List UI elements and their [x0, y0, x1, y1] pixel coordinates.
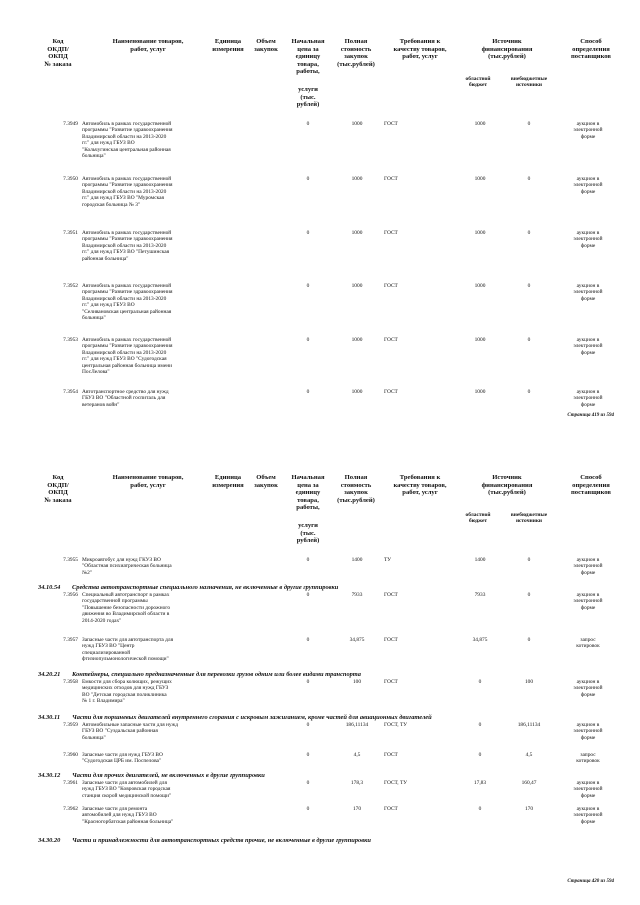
- procurement-method: аукцион в электронной форме: [573, 230, 603, 249]
- item-description: Автомобиль в рамках государственной программы "Развитие здравоохранения Владимирской области на 2013-2020 гг." для нужд ГБУЗ ВО "Селивановская центральная районная больница": [82, 283, 173, 322]
- quality-requirements: ГОСТ: [384, 389, 398, 395]
- regional-budget: 0: [478, 679, 482, 685]
- unit-price: 0: [306, 176, 310, 182]
- group-heading: [38, 772, 265, 779]
- header-price-units: услуги (тыс. рублей): [296, 86, 320, 109]
- quality-requirements: ГОСТ: [384, 121, 398, 127]
- extra-budget: 0: [527, 121, 531, 127]
- group-heading: [38, 714, 432, 721]
- header-extra: внебюджетные источники: [510, 76, 548, 89]
- group-code: 34.30.11: [38, 714, 61, 721]
- total-cost: 1000: [351, 121, 363, 127]
- total-cost: 170: [352, 806, 362, 812]
- item-description: Запасные части для автотранспорта для нужд ГБУЗ ВО "Центр специализированной фтизиопульмонологической помощи": [82, 637, 174, 663]
- header-volume: Объем закупок: [254, 38, 278, 53]
- header-source: Источник финансирования (тыс.рублей): [481, 474, 533, 497]
- procurement-method: аукцион в электронной форме: [573, 592, 603, 611]
- procurement-method: аукцион в электронной форме: [573, 557, 603, 576]
- extra-budget: 0: [527, 230, 531, 236]
- total-cost: 178,3: [350, 780, 364, 786]
- regional-budget: 1000: [474, 337, 486, 343]
- procurement-method: запрос котировок: [576, 637, 600, 650]
- extra-budget: 0: [527, 557, 531, 563]
- header-total: Полная стоимость закупок (тыс.рублей): [337, 474, 375, 504]
- header-total: Полная стоимость закупок (тыс.рублей): [337, 38, 375, 68]
- group-title: Контейнеры, специально предназначенные для перевозки грузов одним или более видами транспорта: [72, 671, 361, 678]
- group-heading: [38, 584, 338, 591]
- total-cost: 1000: [351, 283, 363, 289]
- unit-price: 0: [306, 722, 310, 728]
- quality-requirements: ГОСТ: [384, 637, 398, 643]
- header-source: Источник финансирования (тыс.рублей): [481, 38, 533, 61]
- unit-price: 0: [306, 637, 310, 643]
- procurement-method: аукцион в электронной форме: [573, 176, 603, 195]
- total-cost: 7933: [351, 592, 363, 598]
- quality-requirements: ГОСТ, ТУ: [384, 722, 408, 728]
- extra-budget: 4,5: [525, 752, 533, 758]
- unit-price: 0: [306, 283, 310, 289]
- quality-requirements: ГОСТ: [384, 230, 398, 236]
- extra-budget: 0: [527, 637, 531, 643]
- total-cost: 100: [352, 679, 362, 685]
- unit-price: 0: [306, 121, 310, 127]
- header-name: Наименование товаров, работ, услуг: [112, 474, 184, 489]
- unit-price: 0: [306, 557, 310, 563]
- total-cost: 4,5: [353, 752, 361, 758]
- group-code: 34.10.54: [38, 584, 61, 591]
- order-code: 7.3957: [63, 637, 78, 643]
- total-cost: 186,11134: [345, 722, 369, 728]
- group-code: 34.30.12: [38, 772, 61, 779]
- extra-budget: 0: [527, 389, 531, 395]
- header-regional: областной бюджет: [465, 512, 491, 525]
- extra-budget: 186,11134: [517, 722, 541, 728]
- item-description: Автомобиль в рамках государственной программы "Развитие здравоохранения Владимирской области на 2013-2020 гг." для нужд ГБУЗ ВО "Кольчугинская центральная районная больница": [82, 121, 173, 160]
- regional-budget: 17,83: [473, 780, 487, 786]
- total-cost: 1000: [351, 176, 363, 182]
- item-description: Микроавтобус для нужд ГКУЗ ВО "Областная психиатрическая больница №2": [82, 557, 172, 576]
- item-description: Специальный автотранспорт в рамках государственной программы "Повышение безопасности дорожного движения во Владимирской области в 2014-2020 годах": [82, 592, 171, 624]
- order-code: 7.3961: [63, 780, 78, 786]
- total-cost: 1000: [351, 389, 363, 395]
- extra-budget: 0: [527, 337, 531, 343]
- procurement-method: аукцион в электронной форме: [573, 337, 603, 356]
- unit-price: 0: [306, 752, 310, 758]
- order-code: 7.3951: [63, 230, 78, 236]
- order-code: 7.3960: [63, 752, 78, 758]
- procurement-method: аукцион в электронной форме: [573, 806, 603, 825]
- group-heading: [38, 837, 371, 844]
- extra-budget: 100: [524, 679, 534, 685]
- regional-budget: 7933: [474, 592, 486, 598]
- header-code: Код ОКДП/ ОКПД № заказа: [44, 38, 72, 68]
- order-code: 7.3953: [63, 337, 78, 343]
- regional-budget: 1000: [474, 121, 486, 127]
- procurement-method: аукцион в электронной форме: [573, 121, 603, 140]
- quality-requirements: ГОСТ: [384, 752, 398, 758]
- total-cost: 1400: [351, 557, 363, 563]
- order-code: 7.3950: [63, 176, 78, 182]
- procurement-method: аукцион в электронной форме: [573, 283, 603, 302]
- quality-requirements: ТУ: [384, 557, 392, 563]
- regional-budget: 1000: [474, 176, 486, 182]
- regional-budget: 1000: [474, 283, 486, 289]
- extra-budget: 170: [524, 806, 534, 812]
- unit-price: 0: [306, 337, 310, 343]
- page-number: Страница 419 из 594: [567, 413, 614, 418]
- group-heading: [38, 671, 361, 678]
- regional-budget: 0: [478, 722, 482, 728]
- group-title: Части и принадлежности для автотранспортных средств прочие, не включенные в другие группировки: [72, 837, 371, 844]
- item-description: Автомобильные запасные части для нужд ГБУЗ ВО "Суздальская районная больница": [82, 722, 178, 741]
- procurement-method: аукцион в электронной форме: [573, 722, 603, 741]
- unit-price: 0: [306, 806, 310, 812]
- regional-budget: 0: [478, 752, 482, 758]
- item-description: Автотранспортное средство для нужд ГБУЗ ВО "Областной госпиталь для ветеранов войн": [82, 389, 169, 408]
- quality-requirements: ГОСТ: [384, 679, 398, 685]
- page-number: Страница 420 из 594: [567, 879, 614, 884]
- header-code: Код ОКДП/ ОКПД № заказа: [44, 474, 72, 504]
- group-title: Части для поршневых двигателей внутреннего сгорания с искровым зажиганием, кроме частей для авиационных двигателей: [72, 714, 432, 721]
- quality-requirements: ГОСТ: [384, 176, 398, 182]
- item-description: Емкости для сбора колющих, режущих медицинских отходов для нужд ГБУЗ ВО "Детская городская поликлиника № 1 г. Владимира": [82, 679, 172, 705]
- group-code: 34.30.20: [38, 837, 61, 844]
- header-name: Наименование товаров, работ, услуг: [112, 38, 184, 53]
- total-cost: 34,875: [349, 637, 365, 643]
- order-code: 7.3952: [63, 283, 78, 289]
- header-volume: Объем закупок: [254, 474, 278, 489]
- total-cost: 1000: [351, 230, 363, 236]
- group-title: Части для прочих двигателей, не включенных в другие группировки: [72, 772, 265, 779]
- unit-price: 0: [306, 780, 310, 786]
- order-code: 7.3956: [63, 592, 78, 598]
- extra-budget: 160,47: [521, 780, 537, 786]
- extra-budget: 0: [527, 592, 531, 598]
- header-regional: областной бюджет: [465, 76, 491, 89]
- header-method: Способ определения поставщиков: [571, 38, 611, 61]
- order-code: 7.3958: [63, 679, 78, 685]
- regional-budget: 1000: [474, 230, 486, 236]
- header-price-units: услуги (тыс. рублей): [296, 522, 320, 545]
- quality-requirements: ГОСТ: [384, 592, 398, 598]
- extra-budget: 0: [527, 176, 531, 182]
- order-code: 7.3949: [63, 121, 78, 127]
- regional-budget: 1400: [474, 557, 486, 563]
- header-unit: Единица измерения: [212, 474, 244, 489]
- item-description: Автомобиль в рамках государственной программы "Развитие здравоохранения Владимирской области на 2013-2020 гг." для нужд ГБУЗ ВО "Петушинская районная больница": [82, 230, 173, 262]
- header-unit: Единица измерения: [212, 38, 244, 53]
- header-method: Способ определения поставщиков: [571, 474, 611, 497]
- regional-budget: 34,875: [472, 637, 488, 643]
- total-cost: 1000: [351, 337, 363, 343]
- unit-price: 0: [306, 389, 310, 395]
- unit-price: 0: [306, 230, 310, 236]
- order-code: 7.3955: [63, 557, 78, 563]
- extra-budget: 0: [527, 283, 531, 289]
- procurement-method: аукцион в электронной форме: [573, 780, 603, 799]
- procurement-method: запрос котировок: [576, 752, 600, 765]
- item-description: Автомобиль в рамках государственной программы "Развитие здравоохранения Владимирской области на 2013-2020 гг." для нужд ГБУЗ ВО "Муромская городская больница № 3": [82, 176, 173, 208]
- item-description: Запасные части для нужд ГБУЗ ВО "Судогодская ЦРБ им. Поспелова": [82, 752, 163, 765]
- quality-requirements: ГОСТ, ТУ: [384, 780, 408, 786]
- regional-budget: 0: [478, 806, 482, 812]
- header-requirements: Требования к качеству товаров, работ, услуг: [393, 474, 447, 497]
- order-code: 7.3962: [63, 806, 78, 812]
- order-code: 7.3959: [63, 722, 78, 728]
- header-requirements: Требования к качеству товаров, работ, услуг: [393, 38, 447, 61]
- procurement-method: аукцион в электронной форме: [573, 679, 603, 698]
- quality-requirements: ГОСТ: [384, 337, 398, 343]
- unit-price: 0: [306, 679, 310, 685]
- quality-requirements: ГОСТ: [384, 806, 398, 812]
- procurement-method: аукцион в электронной форме: [573, 389, 603, 408]
- group-title: Средства автотранспортные специального назначения, не включенные в другие группировки: [72, 584, 339, 591]
- group-code: 34.20.21: [38, 671, 61, 678]
- order-code: 7.3954: [63, 389, 78, 395]
- header-price: Начальная цена за единицу товара, работы,: [291, 38, 325, 76]
- regional-budget: 1000: [474, 389, 486, 395]
- quality-requirements: ГОСТ: [384, 283, 398, 289]
- header-extra: внебюджетные источники: [510, 512, 548, 525]
- unit-price: 0: [306, 592, 310, 598]
- item-description: Запасные части для автомобилей для нужд ГБУЗ ВО "Ковровская городская станция скорой медицинской помощи": [82, 780, 172, 799]
- item-description: Автомобиль в рамках государственной программы "Развитие здравоохранения Владимирской области на 2013-2020 гг." для нужд ГБУЗ ВО "Судогодская центральная районная больница имени ПосЛелова": [82, 337, 173, 376]
- header-price: Начальная цена за единицу товара, работы,: [291, 474, 325, 512]
- item-description: Запасные части для ремонта автомобилей для нужд ГБУЗ ВО "Красногорбатская районная больница": [82, 806, 174, 825]
